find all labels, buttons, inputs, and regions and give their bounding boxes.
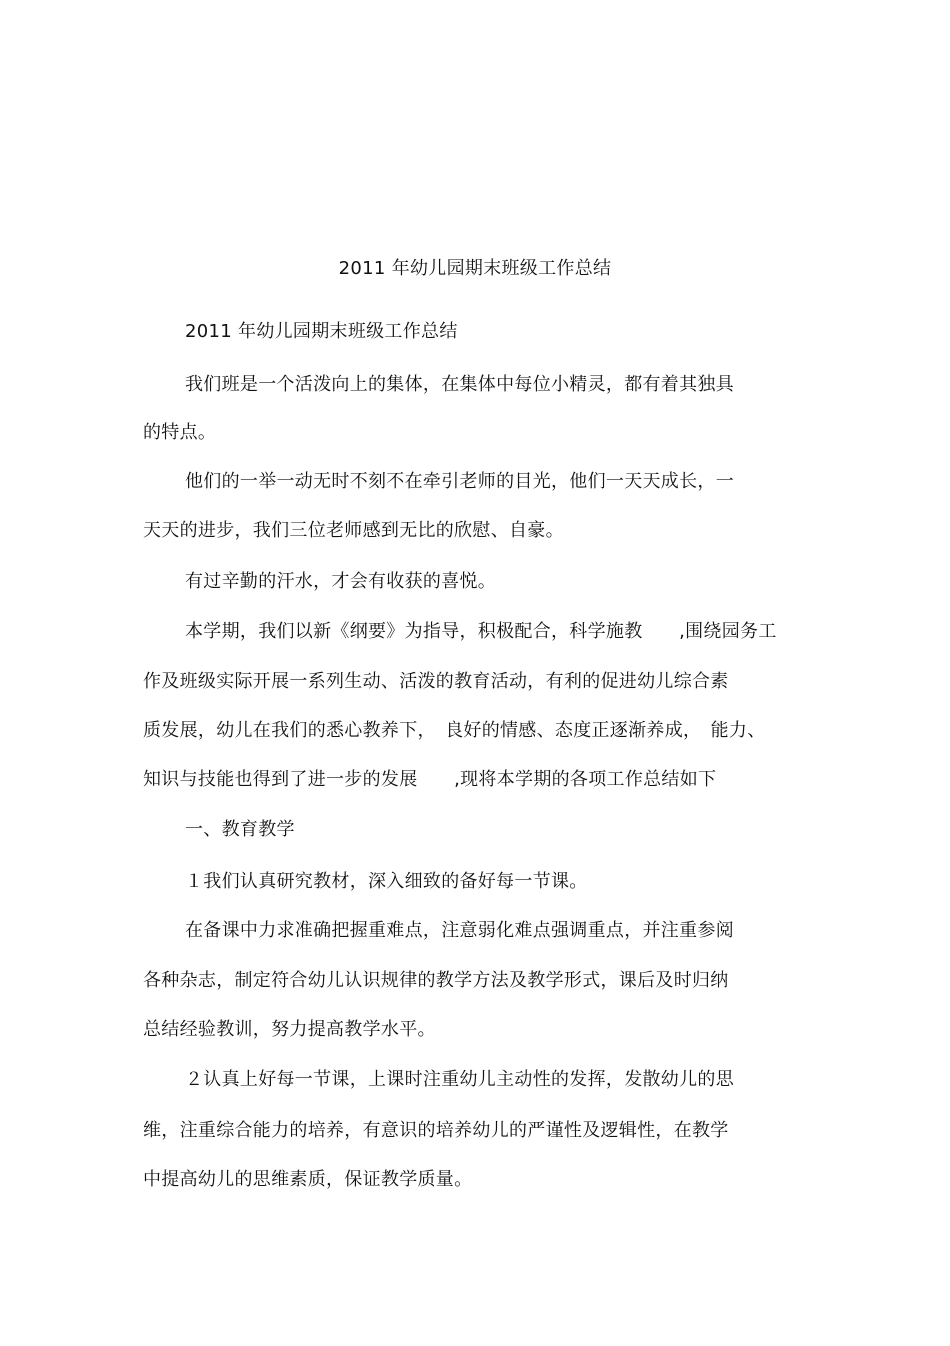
body-line: 天天的进步，我们三位老师感到无比的欣慰、自豪。	[143, 520, 564, 541]
section-heading: 一、教育教学	[185, 819, 295, 840]
body-line: 2011 年幼儿园期末班级工作总结	[185, 321, 458, 342]
body-line: 各种杂志，制定符合幼儿认识规律的教学方法及教学形式，课后及时归纳	[143, 970, 729, 991]
body-line: 知识与技能也得到了进一步的发展 ,现将本学期的各项工作总结如下	[143, 769, 717, 790]
body-line: 维，注重综合能力的培养，有意识的培养幼儿的严谨性及逻辑性，在教学	[143, 1120, 729, 1141]
body-line: 质发展，幼儿在我们的悉心教养下， 良好的情感、态度正逐渐养成， 能力、	[143, 720, 766, 741]
body-line: 作及班级实际开展一系列生动、活泼的教育活动，有利的促进幼儿综合素	[143, 671, 729, 692]
body-line: 他们的一举一动无时不刻不在牵引老师的目光，他们一天天成长，一	[185, 471, 734, 492]
body-line: 有过辛勤的汗水，才会有收获的喜悦。	[185, 571, 497, 592]
body-line: １我们认真研究教材，深入细致的备好每一节课。	[185, 871, 588, 892]
body-line: 中提高幼儿的思维素质，保证教学质量。	[143, 1169, 473, 1190]
body-line: 的特点。	[143, 422, 217, 443]
body-line: 本学期，我们以新《纲要》为指导，积极配合，科学施教 ,围绕园务工	[185, 621, 777, 642]
body-line: 总结经验教训，努力提高教学水平。	[143, 1019, 436, 1040]
document-title: 2011 年幼儿园期末班级工作总结	[338, 258, 612, 279]
body-line: 在备课中力求准确把握重难点，注意弱化难点强调重点，并注重参阅	[185, 920, 734, 941]
body-line: 我们班是一个活泼向上的集体，在集体中每位小精灵，都有着其独具	[185, 374, 734, 395]
body-line: ２认真上好每一节课，上课时注重幼儿主动性的发挥，发散幼儿的思	[185, 1069, 734, 1090]
